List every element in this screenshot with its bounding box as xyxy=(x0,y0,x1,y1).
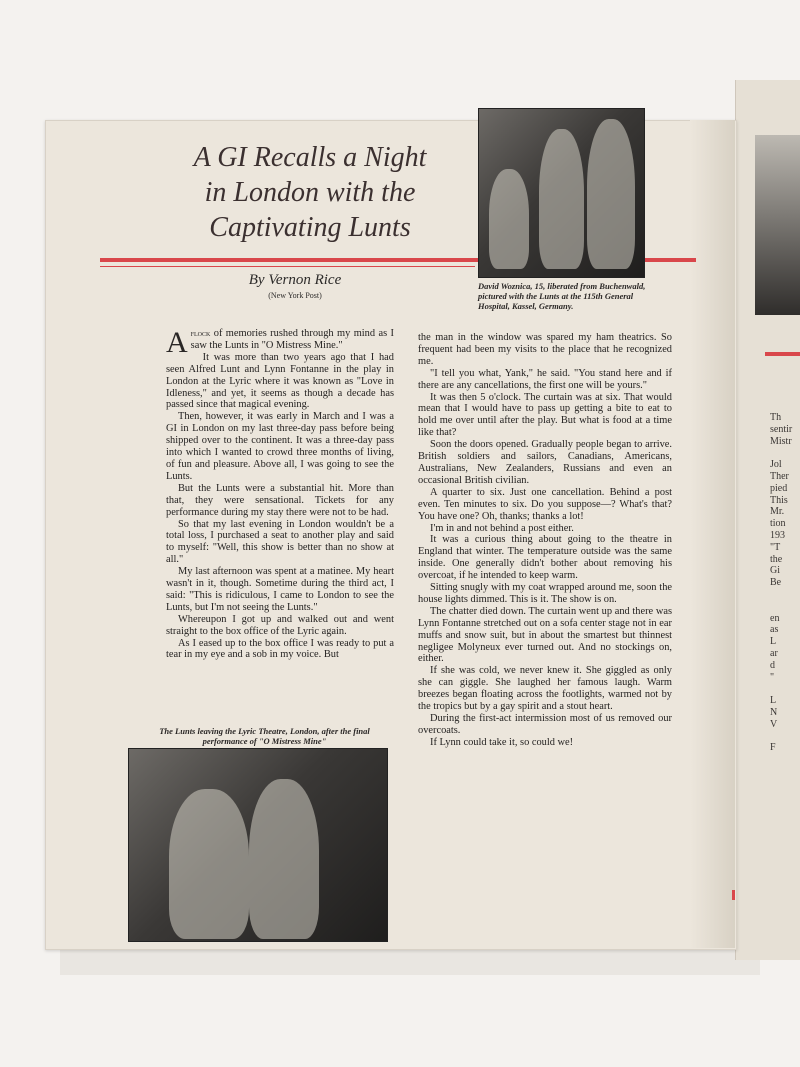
lead-paragraph xyxy=(166,326,394,359)
title-line-3: Captivating Lunts xyxy=(209,212,411,243)
adjacent-text-fragment: "T xyxy=(770,541,781,553)
adjacent-text-fragment xyxy=(770,589,792,601)
adjacent-text-fragment: L xyxy=(770,695,777,707)
figure-woman xyxy=(539,129,584,269)
adjacent-text-fragment: Gi xyxy=(770,565,780,577)
adjacent-text-fragment xyxy=(770,731,792,743)
page-gutter xyxy=(690,120,735,948)
adjacent-text-fragment: Th xyxy=(770,412,782,423)
adjacent-text-fragment: F xyxy=(770,742,776,754)
paragraph: If she was cold, we never knew it. She giggled as only she can giggle. She laughed her famous laugh. Warm breezes began floating across the footlights, warmed not by the tropics but by a gay spirit and a stout heart. xyxy=(418,665,672,713)
adjacent-text-fragment: the xyxy=(770,553,783,565)
title-line-2: in London with the xyxy=(204,177,416,208)
paragraph: It was a curious thing about going to the theatre in England that winter. The temperature outside was the same inside. One generally didn't bother about removing his overcoat, if he intended to keep warm. xyxy=(418,534,672,582)
paragraph: Soon the doors opened. Gradually people began to arrive. British soldiers and sailors, Canadians, Americans, Australians, New Zealanders, Russians and even an occasional British civilian. xyxy=(418,439,672,486)
publication-source: (New York Post) xyxy=(268,291,322,300)
adjacent-text-fragment: d xyxy=(770,659,775,671)
adjacent-page-text xyxy=(770,412,792,754)
lead-text: of memories rushed through my mind as I saw the Lunts in "O Mistress Mine." xyxy=(190,328,394,351)
adjacent-text-fragment: ar xyxy=(770,647,778,659)
paragraph: During the first-act intermission most of us removed our overcoats. xyxy=(418,713,672,736)
adjacent-text-fragment: en xyxy=(770,612,780,624)
drop-cap: A xyxy=(166,326,188,359)
adjacent-text-fragment: Jol xyxy=(770,459,782,471)
paragraph: So that my last evening in London wouldn't be a total loss, I purchased a seat to another play and said to myself: "Well, this show is better than no show at all." xyxy=(166,518,394,566)
adjacent-text-fragment: V xyxy=(770,718,778,730)
photo2-caption: The Lunts leaving the Lyric Theatre, London, after the final performance of "O Mistress Mine" xyxy=(159,726,370,746)
paragraph: If Lynn could take it, so could we! xyxy=(430,736,574,748)
title-line-1: A GI Recalls a Night xyxy=(193,142,427,173)
figure-man xyxy=(587,119,635,269)
paragraph: The chatter died down. The curtain went up and there was Lynn Fontanne stretched out on a sofa center stage not in ear muffs and snow suit, but in about the smartest but thinnest negligee Molyneux ever turned out. And no stockings on, either. xyxy=(418,605,672,665)
paragraph: But the Lunts were a substantial hit. More than that, they were sensational. Tickets for any performance during my stay there were not to be had. xyxy=(166,482,394,518)
paragraph: Then, however, it was early in March and I was a GI in London on my last three-day pass before being shipped over to the continent. It was a three-day pass into which I wanted to crowd three months of living, of fun and pleasure. Above all, I was going to see the Lunts. xyxy=(166,411,394,482)
adjacent-text-fragment: Be xyxy=(770,577,782,589)
title-thin-rule xyxy=(100,266,475,267)
paragraph: the man in the window was spared my ham theatrics. So frequent had been my visits to the place that he recognized me. xyxy=(418,332,672,367)
photo-woznica-with-lunts xyxy=(478,108,645,278)
adjacent-text-fragment: This xyxy=(770,494,788,506)
paragraph: It was then 5 o'clock. The curtain was at six. That would mean that I would have to pass up getting a bite to eat to hold me over until after the play. But what is food at a time like that? xyxy=(418,391,672,439)
article-column-2 xyxy=(418,332,672,749)
figure-alfred-lunt xyxy=(249,779,319,939)
paragraph: Whereupon I got up and walked out and went straight to the box office of the Lyric again. xyxy=(166,613,394,637)
figure-lynn-fontanne xyxy=(169,789,249,939)
adjacent-text-fragment: " xyxy=(770,671,775,683)
paragraph: "I tell you what, Yank," he said. "You stand here and if there are any cancellations, the first one will be yours." xyxy=(418,367,672,391)
figure-boy xyxy=(489,169,529,269)
article-title xyxy=(170,140,450,245)
adjacent-text-fragment: sentir xyxy=(770,423,793,435)
adjacent-text-fragment: Mr. xyxy=(770,506,785,518)
author: By Vernon Rice xyxy=(248,272,342,288)
article-column-1 xyxy=(166,328,394,661)
adjacent-text-fragment xyxy=(770,683,792,695)
edge-red-mark xyxy=(732,890,735,900)
adjacent-page-photo xyxy=(755,135,800,315)
photo1-caption: David Woznica, 15, liberated from Buchenwald, pictured with the Lunts at the 115th General Hospital, Kassel, Germany. xyxy=(478,281,646,311)
adjacent-text-fragment: Mistr xyxy=(770,435,792,447)
adjacent-text-fragment: as xyxy=(770,624,779,636)
paragraph: I'm in and not behind a post either. xyxy=(430,522,574,534)
adjacent-text-fragment: tion xyxy=(770,518,786,530)
adjacent-text-fragment: N xyxy=(770,706,778,718)
adjacent-text-fragment xyxy=(770,447,792,459)
paragraph: As I eased up to the box office I was ready to put a tear in my eye and a sob in my voice. But xyxy=(166,637,394,661)
adjacent-text-fragment: L xyxy=(770,636,777,648)
adjacent-text-fragment: pied xyxy=(770,482,788,494)
adjacent-text-fragment xyxy=(770,601,792,613)
paragraph: Sitting snugly with my coat wrapped around me, soon the house lights dimmed. This is it. The show is on. xyxy=(418,582,672,605)
paragraph: A quarter to six. Just one cancellation. Behind a post even. Ten minutes to six. Do you suppose—? What's that? You have one? Oh, thanks; thanks a lot! xyxy=(418,486,672,522)
adjacent-text-fragment: Ther xyxy=(770,470,789,482)
adjacent-text-fragment: 193 xyxy=(770,529,785,541)
paragraph: My last afternoon was spent at a matinee. My heart wasn't in it, though. Sometime during the third act, I said: "This is ridiculous, I came to London to see the Lunts, but I'm not seeing the Lunts." xyxy=(166,566,394,613)
lead-smallcaps: flock xyxy=(190,328,211,338)
adjacent-red-rule xyxy=(765,352,800,356)
paragraph: It was more than two years ago that I had seen Alfred Lunt and Lynn Fontanne in the play in London at the Lyric where it was known as "Love in Idleness," and yet, it seems as though a decade has passed since that magical evening. xyxy=(166,351,394,411)
photo-lunts-leaving-theatre xyxy=(128,748,388,942)
byline xyxy=(240,272,350,300)
